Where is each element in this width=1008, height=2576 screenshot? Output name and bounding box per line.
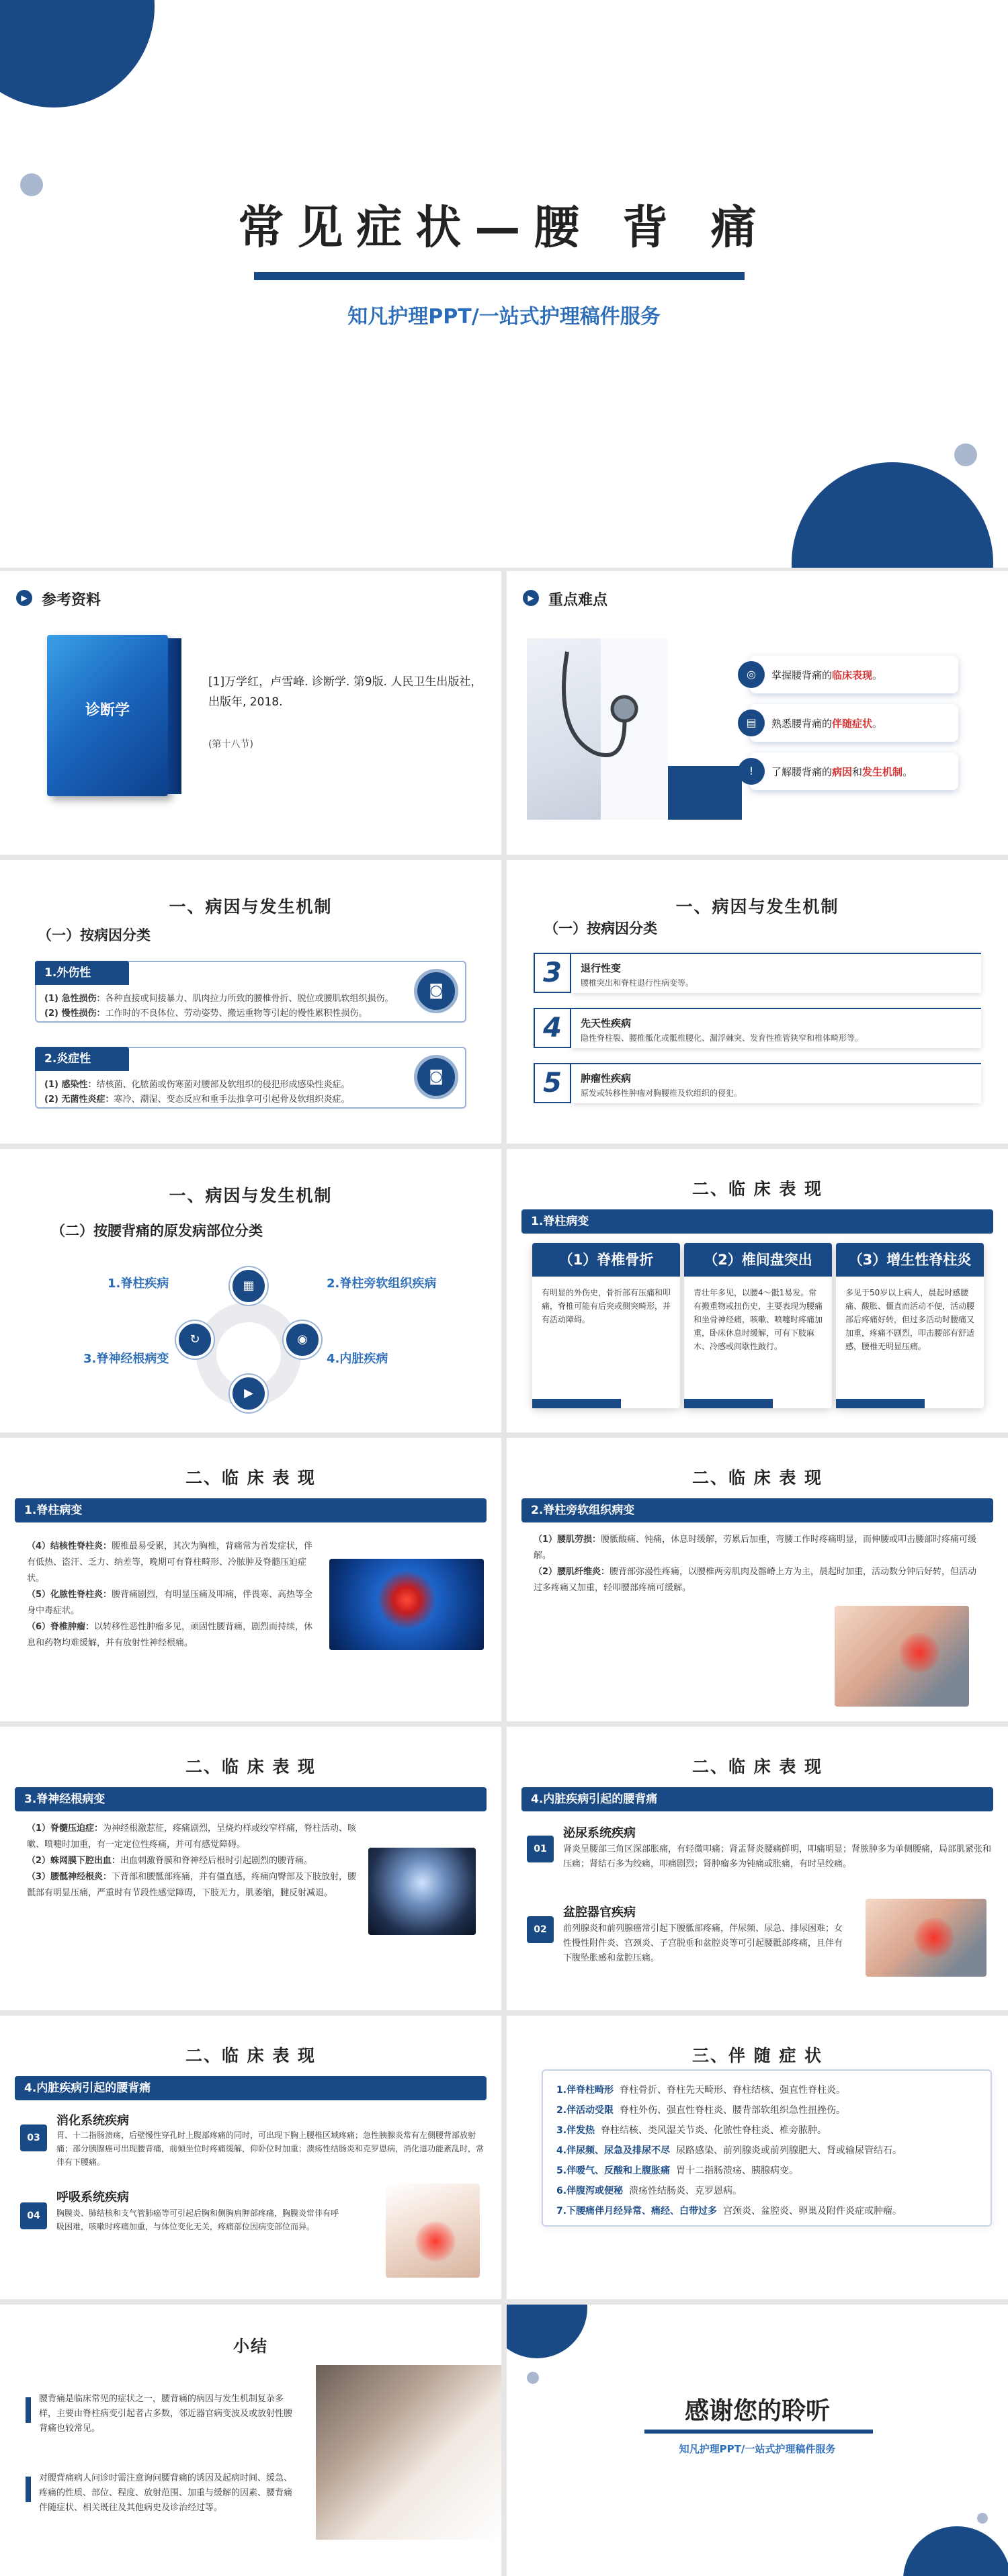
item-heading: 消化系统疾病 [56, 2114, 129, 2128]
clinical-slide-2: 二、临 床 表 现 1.脊柱病变 （4）结核性脊柱炎：腰椎最易受累，其次为胸椎，背痛常为首发症状，伴有低热、盗汗、乏力、纳差等，晚期可有脊柱畸形、冷脓肿及脊髓压迫症状。 （5）化脓性脊柱炎：腰背痛剧烈，有明显压痛及叩痛，伴畏寒、高热等全身中毒症状。 （6）脊椎肿瘤：以转移性恶性肿瘤多见，顽固性腰背痛，剧烈而持续，休息和药物均难缓解，并有放射性神经根痛。 [0, 1438, 501, 1721]
back-pain-image [866, 1899, 986, 1977]
spine-pain-image [329, 1559, 484, 1650]
clinical-slide-4: 二、临 床 表 现 3.脊神经根病变 （1）脊髓压迫症：为神经根激惹征，疼痛剧烈，呈烧灼样或绞窄样痛，脊柱活动、咳嗽、喷嚏时加重，有一定定位性疼痛，并可有感觉障碍。 （2）蛛网膜下腔出血：出血刺激脊膜和脊神经后根时引起剧烈的腰背痛。 （3）腰骶神经根炎：下背部和腰骶部疼痛，并有僵直感，疼痛向臀部及下肢放射，腰骶部有明显压痛，严重时有节段性感觉障碍，下肢无力，肌萎缩，腱反射减退。 [0, 1727, 501, 2010]
item-text: 胃、十二指肠溃疡，后壁慢性穿孔时上腹部疼痛的同时，可出现下胸上腰椎区域疼痛；急性胰腺炎常有左侧腰背部放射痛；部分胰腺癌可出现腰背痛，前倾坐位时疼痛缓解，仰卧位时加重；溃疡性结肠炎和克罗恩病，消化道功能紊乱时，常伴有下腰痛。 [56, 2131, 485, 2167]
citation-text: [1]万学红，卢雪峰. 诊断学. 第9版. 人民卫生出版社，出版年, 2018. [208, 675, 482, 709]
clinical-slide-1 [507, 1149, 1008, 1432]
decor-bar [26, 2397, 31, 2423]
number-badge: 01 [527, 1836, 554, 1862]
slide-header: 重点难点 [548, 592, 608, 609]
slide-subtitle: （一）按病因分类 [38, 927, 151, 943]
number-badge: 03 [20, 2124, 47, 2151]
symptom-card: （1）脊椎骨折 有明显的外伤史，骨折部有压痛和叩痛，脊椎可能有后突或侧突畸形，并有活动障碍。 [532, 1243, 680, 1408]
references-slide [0, 571, 501, 855]
slide-header: 参考资料 [42, 592, 101, 609]
slide-title: 二、临 床 表 现 [185, 2046, 317, 2065]
slide-title: 二、临 床 表 现 [691, 1468, 823, 1488]
section-tab: 2.脊柱旁软组织病变 [521, 1498, 993, 1522]
slide-title: 二、临 床 表 现 [185, 1757, 317, 1776]
number-badge: 4 [534, 1008, 571, 1048]
key-point-item: ! 了解腰背痛的病因和发生机制。 [750, 753, 958, 790]
item-text: 胸膜炎、肺结核和支气管肺癌等可引起后胸和侧胸肩胛部疼痛，胸膜炎常伴有呼吸困难，咳嗽时疼痛加重，与体位变化无关，疼痛部位因病变部位而异。 [56, 2208, 339, 2231]
key-point-item: ▤ 熟悉腰背痛的伴随症状。 [750, 704, 958, 742]
clinical-slide-6 [0, 2016, 501, 2299]
back-pain-image [835, 1606, 969, 1707]
book-cover-image [47, 635, 168, 796]
decor-circle [792, 462, 993, 568]
number-badge: 04 [20, 2202, 47, 2229]
clinical-slide-5 [507, 1727, 1008, 2010]
nurse-writing-image [316, 2365, 501, 2540]
etiology-slide-1: 一、病因与发生机制 （一）按病因分类 1.外伤性 (1) 急性损伤：各种直接或间接暴力、肌肉拉力所致的腰椎骨折、脱位或腰肌软组织损伤。 (2) 慢性损伤：工作时的不良体位、劳动姿势、搬运重物等引起的慢性累积性损伤。 ◙ 2.炎症性 (1) 感染性：结核菌、化脓菌或伤寒菌对腰部及软组织的侵犯形成感染性炎症。 (2) 无菌性炎症：寒冷、潮湿、变态反应和重手法推拿可引起骨及软组织炎症。 ◙ [0, 860, 501, 1144]
number-badge: 5 [534, 1063, 571, 1103]
section-tab: 4.内脏疾病引起的腰背痛 [521, 1787, 993, 1811]
doctor-stethoscope-image [527, 638, 668, 820]
symptom-line: 1.伴脊柱畸形 脊柱骨折、脊柱先天畸形、脊柱结核、强直性脊柱炎。 [556, 2085, 845, 2096]
target-icon: ◎ [738, 661, 765, 688]
slide-title: 一、病因与发生机制 [675, 897, 839, 916]
camera-icon: ◙ [414, 969, 458, 1013]
etiology-slide-3 [0, 1149, 501, 1432]
clinical-slide-3: 二、临 床 表 现 2.脊柱旁软组织病变 （1）腰肌劳损：腰骶酸痛、钝痛，休息时缓解，劳累后加重，弯腰工作时疼痛明显，而伸腰或叩击腰部时疼痛可缓解。 （2）腰肌纤维炎：腰背部弥漫性疼痛，以腰椎两旁肌肉及髂嵴上方为主，晨起时加重，活动数分钟后好转，但活动过多疼痛又加重，轻叩腰部疼痛可缓解。 [507, 1438, 1008, 1721]
camera-icon: ◙ [414, 1055, 458, 1099]
warning-icon: ! [738, 758, 765, 785]
symptom-list-box [542, 2069, 992, 2227]
cover-title: 常见症状—腰 背 痛 [238, 202, 770, 255]
play-icon: ▶ [523, 590, 539, 606]
slide-title: 一、病因与发生机制 [169, 1186, 333, 1205]
slide-title: 二、临 床 表 现 [691, 1179, 823, 1199]
play-icon: ▶ [230, 1375, 267, 1412]
number-badge: 3 [534, 953, 571, 993]
section-tab: 1.脊柱病变 [521, 1209, 993, 1234]
slide-title: 三、伴 随 症 状 [691, 2046, 823, 2065]
thanks-subtitle: 知凡护理PPT/一站式护理稿件服务 [679, 2443, 836, 2455]
decor-circle [0, 0, 155, 108]
thanks-slide [507, 2305, 1008, 2576]
decor-circle [507, 2305, 587, 2358]
thanks-underline [644, 2430, 873, 2434]
section-tab: 1.脊柱病变 [15, 1498, 487, 1522]
symptom-line: 6.伴腹泻或便秘 溃疡性结肠炎、克罗恩病。 [556, 2186, 742, 2196]
category-label: 4.内脏疾病 [327, 1352, 388, 1366]
category-tab: 2.炎症性 [35, 1047, 129, 1071]
item-heading: 泌尿系统疾病 [563, 1826, 636, 1840]
slide-title: 小结 [233, 2337, 268, 2356]
section-tab: 3.脊神经根病变 [15, 1787, 487, 1811]
back-pain-image [386, 2184, 480, 2278]
summary-slide [0, 2305, 501, 2576]
book-title: 诊断学 [85, 702, 130, 719]
category-label: 3.脊神经根病变 [83, 1352, 169, 1366]
key-points-slide [507, 571, 1008, 855]
refresh-icon: ↻ [176, 1321, 214, 1359]
slide-subtitle: （二）按腰背痛的原发病部位分类 [51, 1223, 263, 1239]
decor-dot [954, 443, 977, 466]
section-tab: 4.内脏疾病引起的腰背痛 [15, 2076, 487, 2100]
item-text: 前列腺炎和前列腺癌常引起下腰骶部疼痛，伴尿频、尿急、排尿困难；女性慢性附件炎、宫颈炎、子宫脱垂和盆腔炎等可引起腰骶部疼痛，且伴有下腹坠胀感和盆腔压痛。 [563, 1924, 843, 1963]
cover-underline [254, 272, 745, 280]
citation-section: (第十八节) [208, 739, 253, 750]
symptom-card: （3）增生性脊柱炎 多见于50岁以上病人，晨起时感腰痛、酸胀、僵直而活动不便，活动腰部后疼痛好转，但过多活动时腰痛又加重，疼痛不剧烈，叩击腰部有舒适感，腰椎无明显压痛。 [836, 1243, 984, 1408]
slide-title: 二、临 床 表 现 [185, 1468, 317, 1488]
symptom-line: 2.伴活动受限 脊柱外伤、强直性脊柱炎、腰背部软组织急性扭挫伤。 [556, 2105, 845, 2116]
cause-item: 肿瘤性疾病 原发或转移性肿瘤对胸腰椎及软组织的侵犯。 [571, 1063, 981, 1103]
thanks-title: 感谢您的聆听 [684, 2397, 830, 2425]
play-icon: ▶ [16, 590, 32, 606]
item-heading: 呼吸系统疾病 [56, 2190, 129, 2204]
symptom-card: （2）椎间盘突出 青壮年多见，以腰4～骶1易发。常有搬重物或扭伤史，主要表现为腰痛和坐骨神经痛，咳嗽、喷嚏时疼痛加重，卧床休息时缓解，可有下肢麻木、冷感或间歇性跛行。 [684, 1243, 832, 1408]
decor-dot [527, 2372, 539, 2384]
item-text: 肾炎呈腰部三角区深部胀痛，有轻微叩痛；肾盂肾炎腰痛鲜明，叩痛明显；肾脓肿多为单侧腰痛，局部肌紧张和压痛；肾结石多为绞痛，叩痛剧烈；肾肿瘤多为钝痛或胀痛，有时呈绞痛。 [563, 1844, 992, 1869]
cover-slide [0, 0, 1008, 568]
decor-dot [977, 2513, 988, 2524]
category-label: 2.脊柱旁软组织疾病 [327, 1277, 437, 1291]
slide-subtitle: （一）按病因分类 [544, 920, 657, 937]
cause-item: 退行性变 腰椎突出和脊柱退行性病变等。 [571, 953, 981, 993]
target-icon: ◉ [284, 1321, 321, 1359]
slide-title: 二、临 床 表 现 [691, 1757, 823, 1776]
book-spine [168, 638, 181, 794]
category-tab: 1.外伤性 [35, 961, 129, 985]
book-icon: ▤ [738, 710, 765, 736]
summary-paragraph: 腰背痛是临床常见的症状之一，腰背痛的病因与发生机制复杂多样，主要由脊柱病变引起者占多数，邻近器官病变波及或放射性腰背痛也较常见。 [39, 2394, 293, 2434]
symptom-line: 7.下腰痛伴月经异常、痛经、白带过多 宫颈炎、盆腔炎、卵巢及附件炎症或肿瘤。 [556, 2206, 902, 2217]
cover-subtitle: 知凡护理PPT/一站式护理稿件服务 [347, 305, 661, 329]
spine-icon: ▦ [230, 1267, 267, 1305]
item-heading: 盆腔器官疾病 [563, 1905, 636, 1920]
cause-item: 先天性疾病 隐性脊柱裂、腰椎骶化或骶椎腰化、漏浮棘突、发育性椎管狭窄和椎体畸形等。 [571, 1008, 981, 1048]
symptom-line: 4.伴尿频、尿急及排尿不尽 尿路感染、前列腺炎或前列腺肥大、肾或输尿管结石。 [556, 2145, 902, 2156]
symptom-line: 3.伴发热 脊柱结核、类风湿关节炎、化脓性脊柱炎、椎旁脓肿。 [556, 2125, 827, 2136]
decor-bar [26, 2477, 31, 2502]
number-badge: 02 [527, 1916, 554, 1943]
key-point-item: ◎ 掌握腰背痛的临床表现。 [750, 656, 958, 693]
symptom-line: 5.伴嗳气、反酸和上腹胀痛 胃十二指肠溃疡、胰腺病变。 [556, 2165, 798, 2176]
etiology-slide-2 [507, 860, 1008, 1144]
decor-circle [903, 2526, 1008, 2576]
category-label: 1.脊柱疾病 [108, 1277, 169, 1291]
stethoscope-icon [527, 638, 668, 820]
summary-paragraph: 对腰背痛病人问诊时需注意询问腰背痛的诱因及起病时间、缓急、疼痛的性质、部位、程度、放射范围、加重与缓解的因素、腰背痛伴随症状、相关既往及其他病史及诊治经过等。 [39, 2473, 293, 2513]
accompanying-slide [507, 2016, 1008, 2299]
spine-xray-image [368, 1848, 476, 1935]
slide-title: 一、病因与发生机制 [169, 897, 333, 916]
